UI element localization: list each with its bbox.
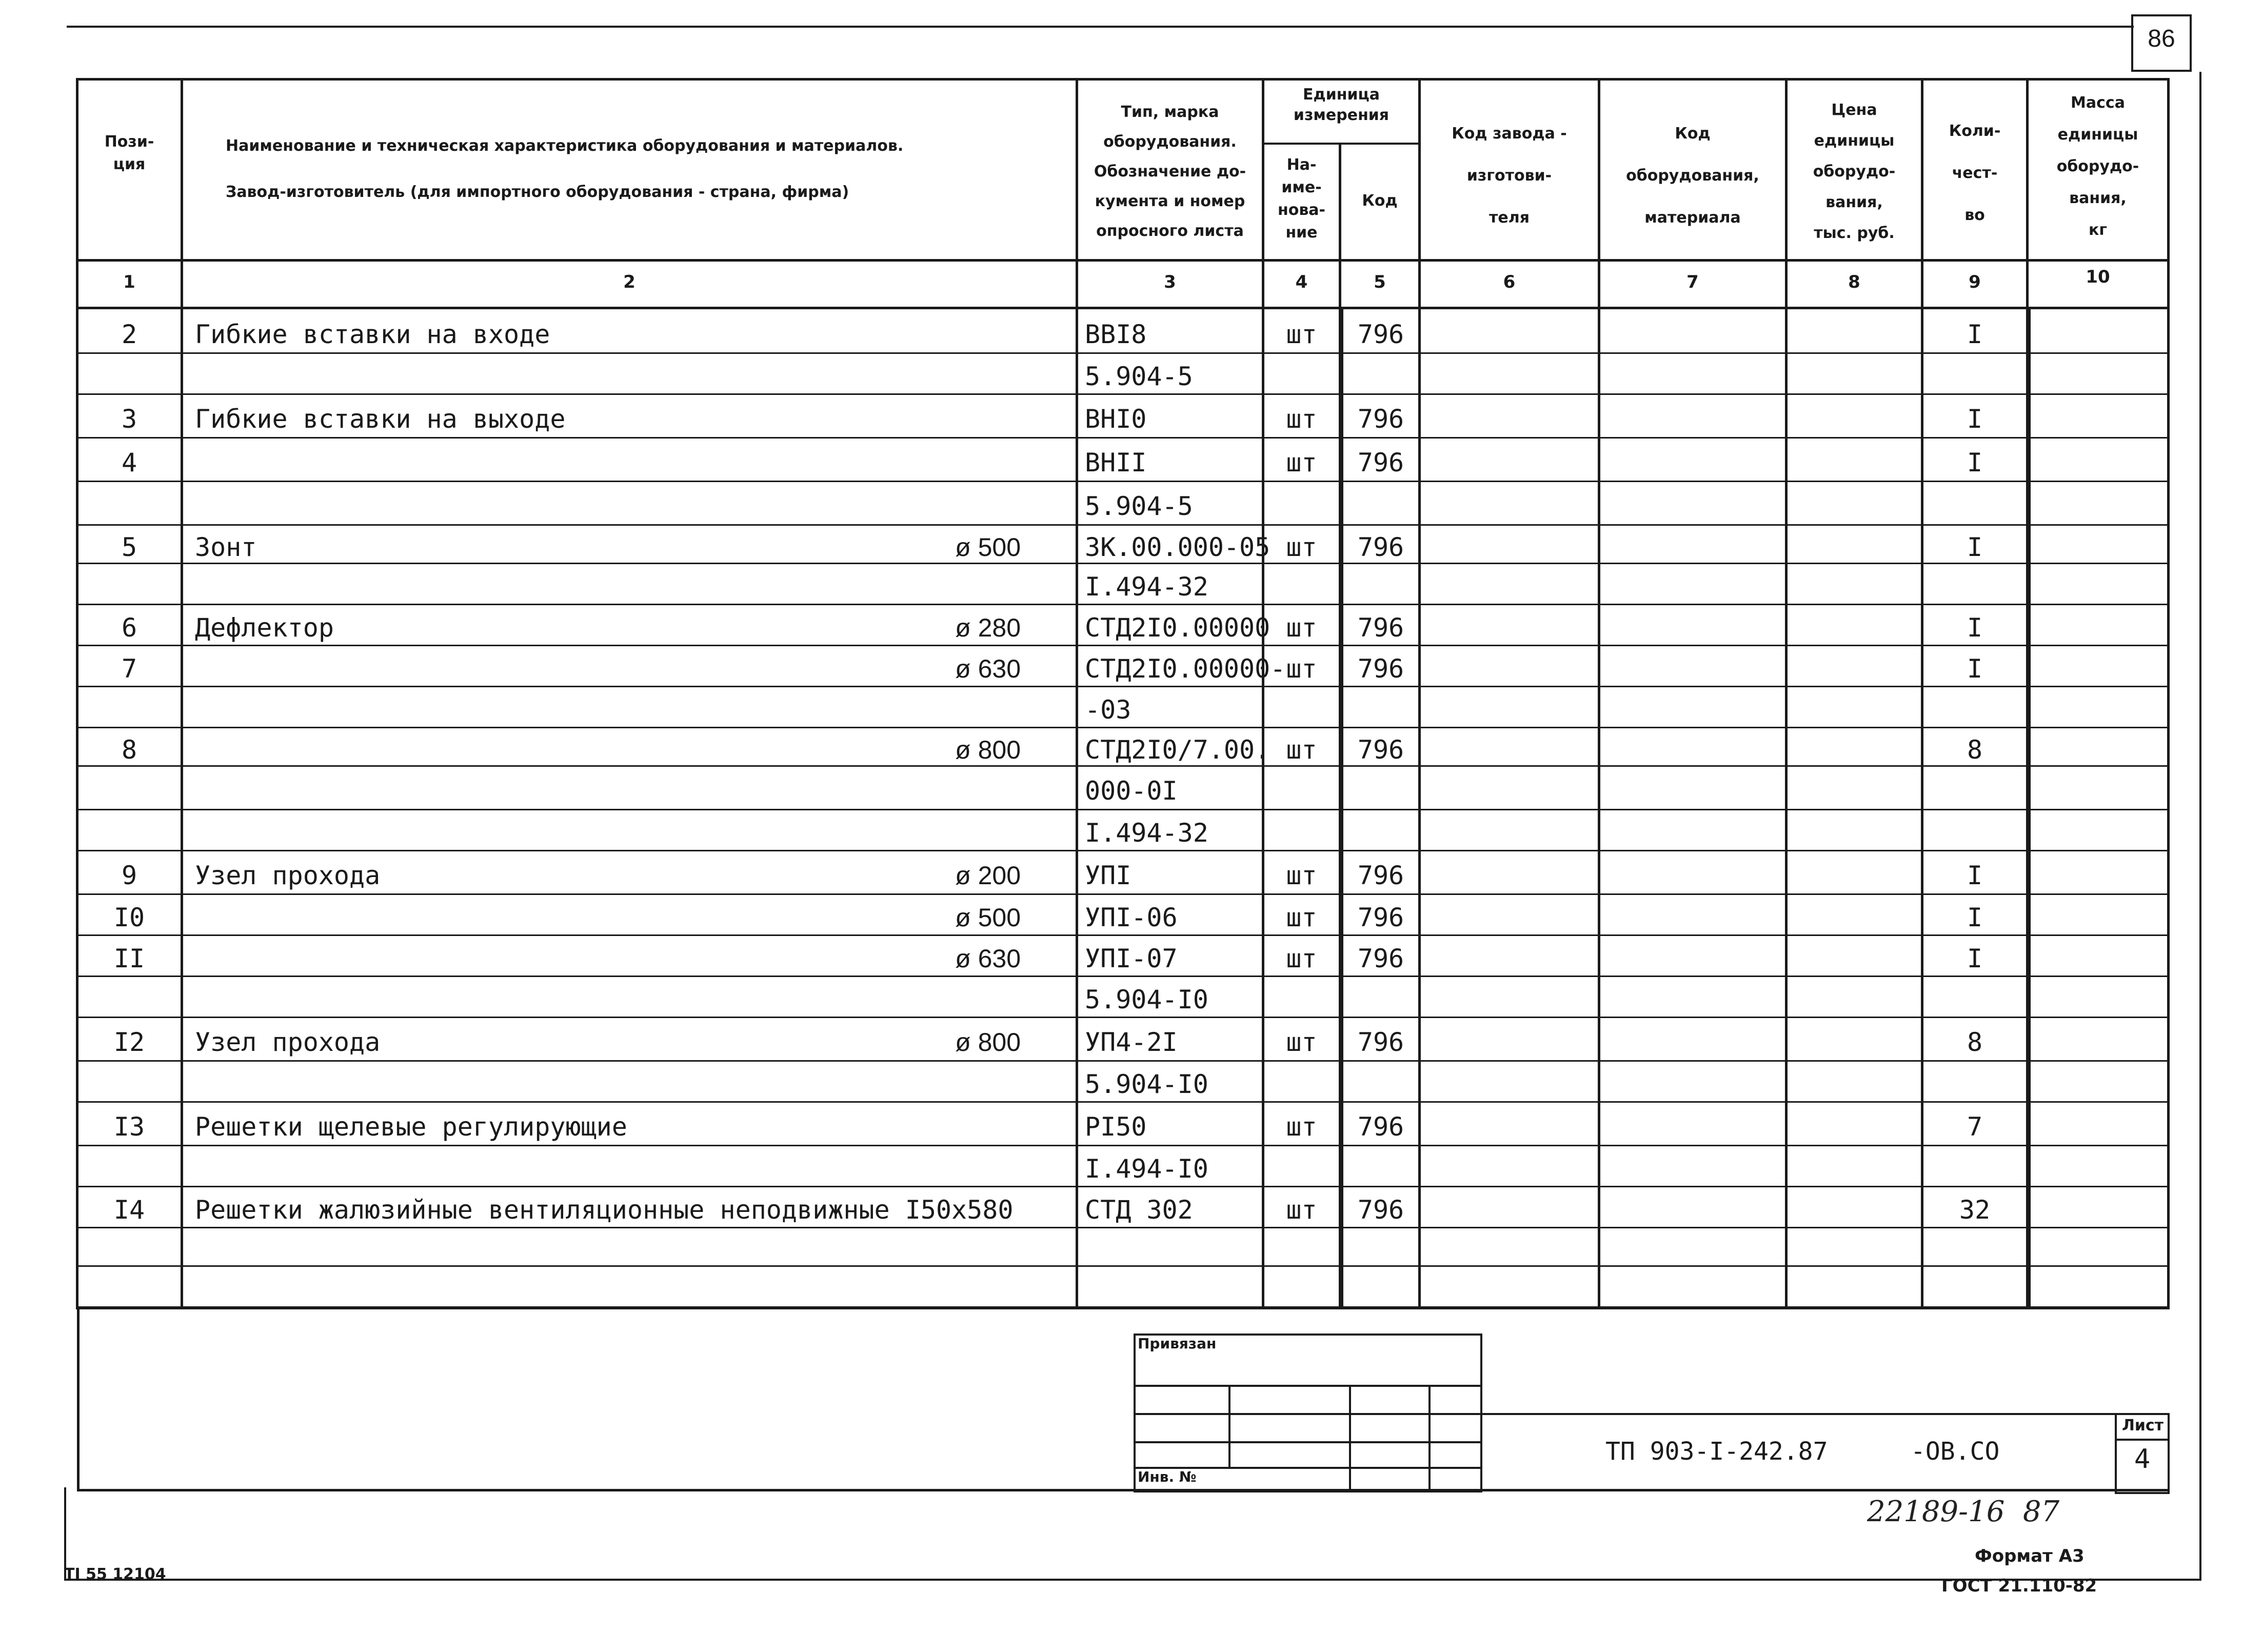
document-code: ТП 903-I-242.87 [1605, 1437, 1828, 1466]
cell-unit: шт [1286, 1111, 1317, 1142]
cell-pos: 6 [121, 613, 137, 643]
cell-qty: I [1967, 532, 1983, 562]
row-separator [78, 481, 2168, 482]
cell-unit: шт [1286, 734, 1317, 765]
row-separator [78, 934, 2168, 936]
cell-pos: 8 [121, 734, 137, 765]
cell-code: 796 [1357, 734, 1404, 765]
cell-code: 796 [1357, 532, 1404, 562]
cell-qty: I [1967, 613, 1983, 643]
cell-type: -03 [1085, 695, 1132, 725]
cell-type: I.494-I0 [1085, 1154, 1208, 1184]
cell-unit: шт [1286, 447, 1317, 477]
colnum-10: 10 [2086, 267, 2110, 287]
cell-unit: шт [1286, 319, 1317, 349]
cell-unit: шт [1286, 613, 1317, 643]
cell-code: 796 [1357, 404, 1404, 434]
cell-dia: ø 500 [955, 532, 1021, 562]
cell-type: УП4-2I [1085, 1027, 1178, 1057]
cell-pos: I3 [113, 1111, 145, 1142]
row-separator [78, 850, 2168, 851]
cell-type: УПI-07 [1085, 944, 1178, 973]
row-separator [78, 604, 2168, 605]
header-unit-group: Единица измерения [1293, 86, 1390, 124]
cell-unit: шт [1286, 944, 1317, 973]
row-separator [78, 645, 2168, 646]
colnum-7: 7 [1686, 272, 1699, 292]
row-separator [78, 563, 2168, 564]
cell-type: I.494-32 [1085, 572, 1208, 602]
cell-type: СТД2I0.00000 [1085, 613, 1271, 643]
cell-pos: I4 [113, 1195, 145, 1225]
header-equipment-code: Код оборудования, материала [1626, 125, 1759, 227]
colnum-6: 6 [1503, 272, 1516, 292]
cell-unit: шт [1286, 532, 1317, 562]
header-quantity: Коли- чест- во [1949, 122, 2001, 224]
header-unit-code: Код [1362, 192, 1398, 210]
cell-qty: I [1967, 903, 1983, 932]
header-price: Цена единицы оборудо- вания, тыс. руб. [1813, 101, 1896, 242]
row-separator [78, 524, 2168, 526]
cell-pos: 5 [121, 532, 137, 562]
cell-unit: шт [1286, 654, 1317, 684]
cell-unit: шт [1286, 1027, 1317, 1057]
cell-dia: ø 630 [955, 654, 1021, 683]
colnum-5: 5 [1374, 272, 1386, 292]
row-separator [78, 686, 2168, 687]
cell-name: Решетки жалюзийные вентиляционные неподвижные I50x580 [195, 1195, 1014, 1225]
row-separator [78, 727, 2168, 728]
cell-code: 796 [1357, 860, 1404, 890]
cell-unit: шт [1286, 903, 1317, 932]
row-separator [78, 1017, 2168, 1018]
cell-dia: ø 280 [955, 613, 1021, 642]
cell-type: 5.904-I0 [1085, 1069, 1208, 1099]
cell-code: 796 [1357, 319, 1404, 349]
cell-code: 796 [1357, 613, 1404, 643]
row-separator [78, 1145, 2168, 1146]
row-separator [78, 352, 2168, 354]
cell-code: 796 [1357, 1027, 1404, 1057]
cell-type: СТД2I0/7.00. [1085, 734, 1271, 765]
print-code: ТI 55 12104 [64, 1565, 166, 1583]
cell-code: 796 [1357, 654, 1404, 684]
cell-name: Гибкие вставки на входе [195, 319, 550, 349]
row-separator [78, 393, 2168, 395]
cell-qty: I [1967, 447, 1983, 477]
colnum-4: 4 [1295, 272, 1308, 292]
cell-type: ЗК.00.000-05 [1085, 532, 1271, 562]
row-separator [78, 893, 2168, 895]
cell-unit: шт [1286, 1195, 1317, 1225]
cell-dia: ø 630 [955, 944, 1021, 973]
cell-pos: 9 [121, 860, 137, 890]
cell-code: 796 [1357, 447, 1404, 477]
cell-type: 5.904-I0 [1085, 985, 1208, 1014]
cell-pos: 3 [121, 404, 137, 434]
row-separator [78, 1265, 2168, 1267]
cell-name: Узел прохода [195, 1027, 381, 1057]
cell-qty: I [1967, 319, 1983, 349]
header-position: Пози- ция [104, 133, 154, 173]
colnum-9: 9 [1969, 272, 1981, 292]
cell-name: Решетки щелевые регулирующие [195, 1111, 627, 1142]
cell-code: 796 [1357, 903, 1404, 932]
cell-type: ВНII [1085, 447, 1147, 477]
cell-type: I.494-32 [1085, 818, 1208, 848]
colnum-1: 1 [123, 272, 135, 292]
cell-qty: I [1967, 944, 1983, 973]
row-separator [78, 1306, 2168, 1308]
colnum-8: 8 [1848, 272, 1860, 292]
sheet-value: 4 [2134, 1444, 2151, 1475]
cell-dia: ø 800 [955, 735, 1021, 764]
cell-type: УПI [1085, 860, 1132, 890]
row-separator [78, 1186, 2168, 1187]
header-name: Наименование и техническая характеристика оборудования и материалов. Завод-изготовитель (для импортного оборудования - страна, фирма) [226, 137, 904, 201]
cell-type: 5.904-5 [1085, 491, 1193, 521]
cell-dia: ø 500 [955, 903, 1021, 932]
cell-type: 000-0I [1085, 775, 1178, 806]
cell-qty: 8 [1967, 734, 1983, 765]
cell-pos: II [113, 944, 145, 973]
row-separator [78, 809, 2168, 810]
cell-type: ВНI0 [1085, 404, 1147, 434]
row-separator [78, 765, 2168, 767]
cell-pos: I2 [113, 1027, 145, 1057]
cell-qty: 8 [1967, 1027, 1983, 1057]
cell-type: СТД2I0.00000- [1085, 654, 1286, 684]
row-separator [78, 437, 2168, 439]
sheet-number-top: 86 [2148, 25, 2175, 52]
cell-qty: I [1967, 404, 1983, 434]
row-separator [78, 1227, 2168, 1228]
cell-name: Гибкие вставки на выходе [195, 404, 566, 434]
cell-pos: I0 [113, 903, 145, 932]
sheet-label: Лист [2121, 1417, 2164, 1435]
header-type: Тип, марка оборудования. Обозначение до- кумента и номер опросного листа [1094, 103, 1246, 240]
header-unit-name: На- име- нова- ние [1277, 156, 1326, 242]
colnum-3: 3 [1164, 272, 1176, 292]
cell-code: 796 [1357, 944, 1404, 973]
cell-code: 796 [1357, 1111, 1404, 1142]
cell-type: СТД 302 [1085, 1195, 1193, 1225]
handwritten-number: 22189-16 87 [1867, 1495, 2060, 1528]
row-separator [78, 976, 2168, 977]
cell-dia: ø 800 [955, 1027, 1021, 1057]
cell-qty: 7 [1967, 1111, 1983, 1142]
cell-qty: I [1967, 860, 1983, 890]
cell-pos: 2 [121, 319, 137, 349]
cell-name: Дефлектор [195, 613, 334, 643]
gost-label: ГОСТ 21.110-82 [1941, 1576, 2097, 1596]
cell-unit: шт [1286, 404, 1317, 434]
header-mass: Масса единицы оборудо- вания, кг [2056, 94, 2139, 239]
cell-type: УПI-06 [1085, 903, 1178, 932]
row-separator [78, 1060, 2168, 1062]
header-plant-code: Код завода - изготови- теля [1452, 125, 1567, 227]
format-label: Формат А3 [1975, 1546, 2085, 1566]
cell-pos: 4 [121, 447, 137, 477]
bound-label: Привязан [1138, 1335, 1217, 1352]
cell-type: ВВI8 [1085, 319, 1147, 349]
cell-name: Зонт [195, 532, 257, 562]
cell-qty: 32 [1959, 1195, 1991, 1225]
cell-unit: шт [1286, 860, 1317, 890]
inventory-label: Инв. № [1138, 1468, 1197, 1485]
cell-name: Узел прохода [195, 860, 381, 890]
row-separator [78, 1101, 2168, 1103]
cell-type: 5.904-5 [1085, 362, 1193, 391]
cell-dia: ø 200 [955, 861, 1021, 890]
document-suffix: -ОВ.СО [1911, 1437, 2000, 1466]
cell-qty: I [1967, 654, 1983, 684]
colnum-2: 2 [623, 272, 636, 292]
cell-type: PI50 [1085, 1111, 1147, 1142]
cell-pos: 7 [121, 654, 137, 684]
cell-code: 796 [1357, 1195, 1404, 1225]
